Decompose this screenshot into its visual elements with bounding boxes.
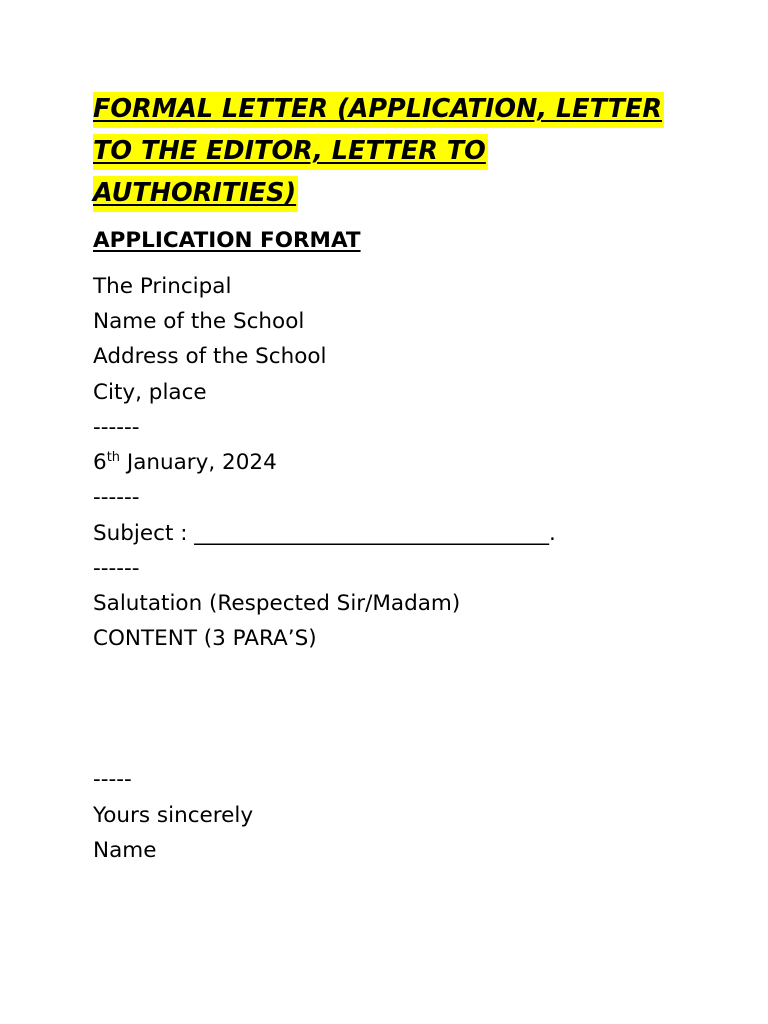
salutation-line: Salutation (Respected Sir/Madam) — [93, 591, 461, 616]
date-line — [93, 448, 277, 478]
section-heading: APPLICATION FORMAT — [93, 228, 361, 253]
subject-line: Subject : _________________________________. — [93, 521, 556, 546]
recipient-line-2: Name of the School — [93, 309, 305, 334]
document-title — [93, 88, 693, 214]
separator: ----- — [93, 767, 132, 792]
title-line-1: FORMAL LETTER (APPLICATION, LETTER — [93, 92, 664, 128]
separator: ------ — [93, 556, 140, 581]
content-line: CONTENT (3 PARA’S) — [93, 626, 317, 651]
signature-name: Name — [93, 838, 157, 863]
recipient-line-4: City, place — [93, 380, 207, 405]
separator: ------ — [93, 485, 140, 510]
recipient-line-1: The Principal — [93, 274, 232, 299]
date-rest: January, 2024 — [120, 450, 277, 475]
date-day: 6 — [93, 450, 107, 475]
separator: ------ — [93, 415, 140, 440]
closing-line: Yours sincerely — [93, 803, 254, 828]
recipient-line-3: Address of the School — [93, 344, 327, 369]
title-line-2: TO THE EDITOR, LETTER TO AUTHORITIES) — [93, 134, 488, 212]
date-suffix: th — [106, 449, 121, 465]
